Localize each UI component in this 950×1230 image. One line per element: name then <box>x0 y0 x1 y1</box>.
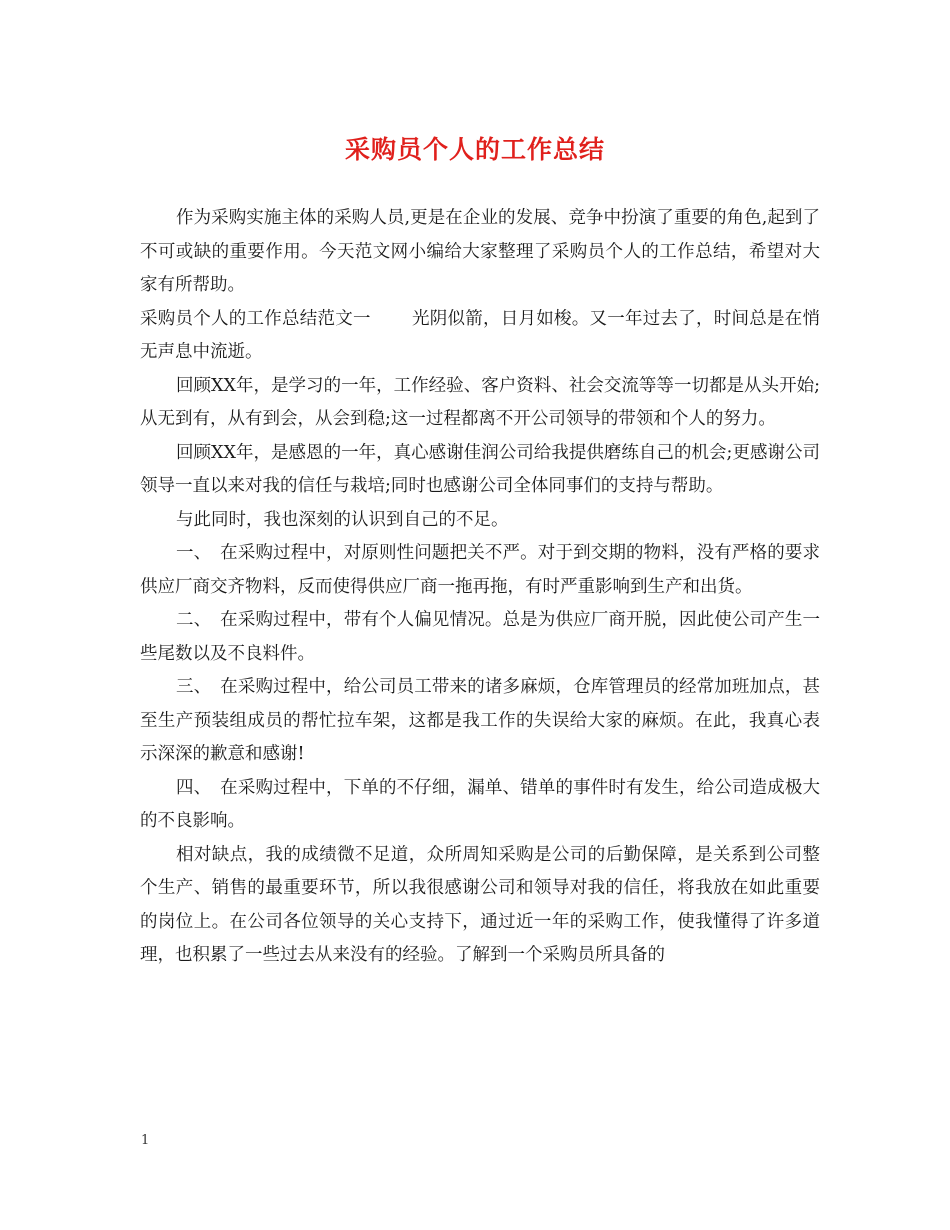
document-body <box>140 202 820 973</box>
paragraph-shortcomings-intro: 与此同时，我也深刻的认识到自己的不足。 <box>176 509 509 530</box>
paragraph-shortcoming-four: 四、 在采购过程中，下单的不仔细，漏单、错单的事件时有发生，给公司造成极大的不良影响。 <box>140 777 820 831</box>
paragraph-achievements: 相对缺点，我的成绩微不足道，众所周知采购是公司的后勤保障，是关系到公司整个生产、销售的最重要环节，所以我很感谢公司和领导对我的信任，将我放在如此重要的岗位上。在公司各位领导的关心支持下，通过近一年的采购工作，使我懂得了许多道理，也积累了一些过去从来没有的经验。了解到一个采购员所具备的 <box>140 844 820 965</box>
paragraph-shortcoming-three: 三、 在采购过程中，给公司员工带来的诸多麻烦，仓库管理员的经常加班加点，甚至生产预装组成员的帮忙拉车架，这都是我工作的失误给大家的麻烦。在此，我真心表示深深的歉意和感谢! <box>140 677 820 764</box>
paragraph-sample-one: 采购员个人的工作总结范文一 光阴似箭，日月如梭。又一年过去了，时间总是在悄无声息中流逝。 <box>140 308 820 362</box>
paragraph-review-learning: 回顾XX年，是学习的一年，工作经验、客户资料、社会交流等等一切都是从头开始;从无到有，从有到会，从会到稳;这一过程都离不开公司领导的带领和个人的努力。 <box>140 375 820 429</box>
page-title: 采购员个人的工作总结 <box>344 135 605 164</box>
paragraph-review-gratitude: 回顾XX年，是感恩的一年，真心感谢佳润公司给我提供磨练自己的机会;更感谢公司领导一直以来对我的信任与栽培;同时也感谢公司全体同事们的支持与帮助。 <box>140 442 820 496</box>
paragraph-shortcoming-one: 一、 在采购过程中，对原则性问题把关不严。对于到交期的物料，没有严格的要求供应厂商交齐物料，反而使得供应厂商一拖再拖，有时严重影响到生产和出货。 <box>140 543 820 597</box>
page-number: 1 <box>141 1133 150 1148</box>
paragraph-shortcoming-two: 二、 在采购过程中，带有个人偏见情况。总是为供应厂商开脱，因此使公司产生一些尾数以及不良料件。 <box>140 610 820 664</box>
paragraph-intro: 作为采购实施主体的采购人员,更是在企业的发展、竞争中扮演了重要的角色,起到了不可或缺的重要作用。今天范文网小编给大家整理了采购员个人的工作总结，希望对大家有所帮助。 <box>140 208 820 295</box>
